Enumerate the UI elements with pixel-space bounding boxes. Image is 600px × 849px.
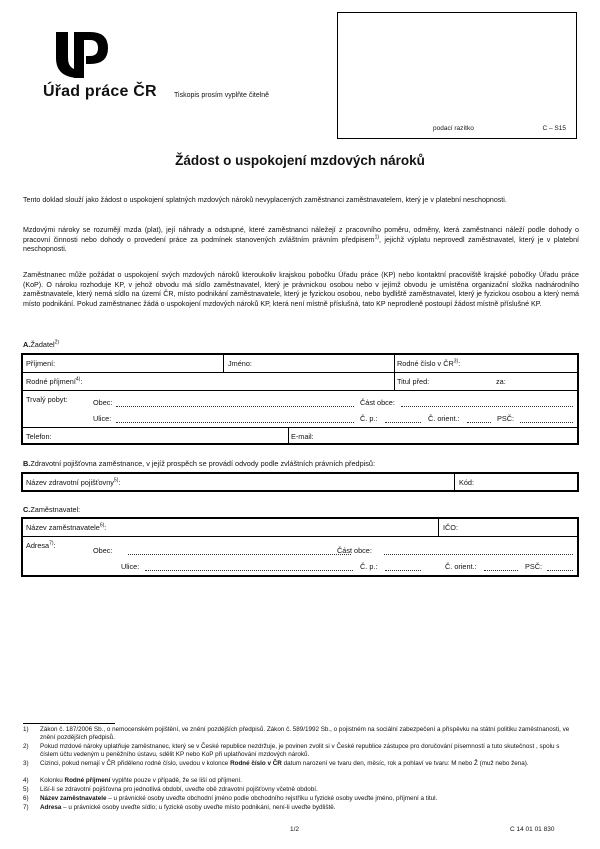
intro-paragraph-2: [23, 226, 579, 255]
footnote-segment: datum narození ve tvaru den, měsíc, rok a pohlaví ve tvaru: M nebo Ž (muž nebo žena).: [281, 760, 529, 767]
street-field[interactable]: Ulice:: [93, 414, 112, 423]
employer-table: [21, 517, 579, 577]
footnote-segment: Liší-li se zdravotní pojišťovna pro jednotlivá období, uveďte obě zdravotní pojišťovny včetně období.: [40, 786, 318, 793]
footnote-emphasis: Adresa: [40, 804, 62, 811]
field-colon: :: [53, 541, 56, 550]
house-number-field[interactable]: Č. p.:: [360, 414, 378, 423]
footnote-text: [40, 743, 579, 759]
document-code: C 14 01 01 830: [510, 826, 555, 833]
footnote-text: [40, 760, 579, 768]
section-c-heading: [23, 505, 80, 514]
footnote-segment: Zákon č. 187/2006 Sb., o nemocenském pojištění, ve znění pozdějších předpisů. Zákon č. 589/1992 Sb., o pojistném na sociální zabezpečení a příspěvku na státní politiku zaměstnanosti, ve znění pozdějších předpisů.: [40, 726, 570, 742]
office-logo-icon: [50, 28, 112, 80]
employer-house-number-field[interactable]: Č. p.:: [360, 562, 378, 571]
footnote-segment: Kolonku: [40, 777, 65, 784]
employer-municipality-field[interactable]: Obec:: [93, 546, 113, 555]
footnote-text: [40, 804, 579, 812]
insurer-name-field[interactable]: [26, 478, 120, 487]
title-before-field[interactable]: Titul před:: [397, 377, 430, 386]
employer-district-field[interactable]: Část obce:: [337, 546, 372, 555]
stamp-box: [337, 12, 577, 139]
birth-number-field[interactable]: [397, 359, 460, 368]
field-label: Rodné příjmení: [26, 377, 76, 386]
footnote-segment: – u právnické osoby uveďte obchodní jméno podle obchodního rejstříku u fyzické osoby uveďte jméno, příjmení a titul.: [106, 795, 438, 802]
footnote-ref: 4): [75, 376, 81, 383]
surname-field[interactable]: Příjmení:: [26, 359, 56, 368]
footnote-text: [40, 777, 579, 785]
intro-paragraph-3: Zaměstnanec může požádat o uspokojení svých mzdových nároků kteroukoliv krajskou pobočku Úřadu práce (KP) nebo kontaktní pracoviště krajské pobočky Úřadu práce (KoP). O nároku rozhoduje KP, v jehož obvodu má sídlo zaměstnavatel, který je právnickou osobou nebo v jejímž obvodu je umístěna organizační složka nadnárodního zaměstnavatele, který nemá sídlo na území ČR, místo podnikání zaměstnavatele, který je fyzickou osobou, nebo bydliště zaměstnavatel, který je fyzickou osobou a který nemá místo podnikání. Pokud zaměstnanec žádá o uspokojení mzdových nároků KP, která není místně příslušná, tato KP neprodleně postoupí žádost místně příslušné KP.: [23, 271, 579, 308]
section-letter: A.: [23, 340, 31, 349]
section-letter: C.: [23, 505, 31, 514]
field-label: Rodné číslo v ČR: [397, 359, 454, 368]
intro-paragraph-1: Tento doklad slouží jako žádost o uspokojení splatných mzdových nároků nevyplacených zaměstnanci zaměstnavatelem, který je v platební neschopnosti.: [23, 196, 507, 204]
intro-text: , jejichž výplatu neprovedl zaměstnavatel, který je v platební neschopnosti.: [23, 235, 579, 254]
footnote-emphasis: Název zaměstnavatele: [40, 795, 107, 802]
footnote-number: 6): [23, 795, 29, 802]
footnote-emphasis: Rodné příjmení: [64, 777, 111, 784]
section-label: Zdravotní pojišťovna zaměstnance, v jejíž prospěch se provádí odvody podle zvláštních právních předpisů:: [30, 459, 375, 468]
footnote-ref: 1): [374, 234, 380, 241]
employer-zip-field[interactable]: PSČ:: [525, 562, 543, 571]
intro-text: Mzdovými nároky se rozumějí mzda (plat), její náhrady a odstupné, které zaměstnanci náležejí z pracovního poměru, odměny, která zaměstnanci náleží podle dohody o pracovní činnosti nebo dohody o provedení práce za podmínek stanovených zvláštním právním předpisem: [23, 226, 579, 244]
footnote-number: 2): [23, 743, 29, 750]
first-name-field[interactable]: Jméno:: [228, 359, 252, 368]
employer-orientation-number-field[interactable]: Č. orient.:: [445, 562, 477, 571]
footnote-segment: – u právnické osoby uveďte sídlo; u fyzické osoby uveďte místo podnikání, není-li uveďte bydliště.: [61, 804, 336, 811]
footnote-ref: 2): [54, 339, 60, 346]
field-label: Název zaměstnavatele: [26, 523, 100, 532]
footnote-number: 1): [23, 726, 29, 733]
footnote-text: [40, 786, 579, 794]
applicant-table: [21, 353, 579, 445]
footnote-ref: 7): [49, 540, 54, 547]
footnote-text: [40, 795, 579, 803]
footnote-segment: vyplňte pouze v případě, že se liší od příjmení.: [110, 777, 242, 784]
zip-field[interactable]: PSČ:: [497, 414, 515, 423]
form-code: C – S15: [542, 125, 566, 132]
residence-label: Trvalý pobyt:: [26, 395, 68, 404]
footnote-ref: 3): [453, 358, 459, 365]
footnote-emphasis: Rodné číslo v ČR: [230, 760, 282, 767]
section-a-heading: [23, 340, 59, 349]
field-colon: :: [118, 478, 121, 487]
field-colon: :: [458, 359, 461, 368]
orientation-number-field[interactable]: Č. orient.:: [428, 414, 460, 423]
page-number: 1/2: [290, 826, 300, 833]
footnote-text: [40, 726, 579, 742]
field-label: Adresa: [26, 541, 50, 550]
section-label: Zaměstnavatel:: [30, 505, 81, 514]
address-label: [26, 541, 56, 550]
footnote-ref: 5): [113, 477, 119, 484]
stamp-label: podací razítko: [433, 125, 474, 132]
municipality-field[interactable]: Obec:: [93, 398, 113, 407]
insurer-code-field[interactable]: Kód:: [459, 478, 475, 487]
field-label: Název zdravotní pojišťovny: [26, 478, 114, 487]
section-b-heading: [23, 459, 375, 468]
document-title: Žádost o uspokojení mzdových nároků: [175, 153, 425, 168]
footnote-number: 4): [23, 777, 29, 784]
employer-name-field[interactable]: [26, 523, 106, 532]
title-after-field[interactable]: za:: [496, 377, 506, 386]
footnote-divider: [23, 723, 115, 724]
legible-note: Tiskopis prosím vyplňte čitelně: [174, 92, 270, 99]
maiden-name-field[interactable]: [26, 377, 82, 386]
footnote-ref: 6): [99, 522, 105, 529]
district-field[interactable]: Část obce:: [360, 398, 395, 407]
phone-field[interactable]: Telefon:: [26, 432, 52, 441]
section-label: Žadatel: [30, 340, 55, 349]
footnote-number: 3): [23, 760, 29, 767]
office-name: Úřad práce ČR: [43, 83, 157, 100]
employer-street-field[interactable]: Ulice:: [121, 562, 140, 571]
field-colon: :: [104, 523, 107, 532]
footnote-segment: Pokud mzdové nároky uplatňuje zaměstnanec, který se v České republice nezdržuje, je povinen zvolit si v České republice zástupce pro doručování písemností a tuto skutečnost , spolu s číslem účtu vedeným u peněžního ústavu, sdělit KP nebo KoP při uplatňování mzdových nároků.: [40, 743, 560, 759]
footnote-segment: Cizinci, pokud nemají v ČR přiděleno rodné číslo, uvedou v kolonce: [40, 760, 231, 767]
email-field[interactable]: E-mail:: [291, 432, 314, 441]
footnote-number: 5): [23, 786, 29, 793]
insurer-table: [21, 472, 579, 492]
footnote-number: 7): [23, 804, 29, 811]
field-colon: :: [80, 377, 83, 386]
section-letter: B.: [23, 459, 31, 468]
ico-field[interactable]: IČO:: [443, 523, 458, 532]
